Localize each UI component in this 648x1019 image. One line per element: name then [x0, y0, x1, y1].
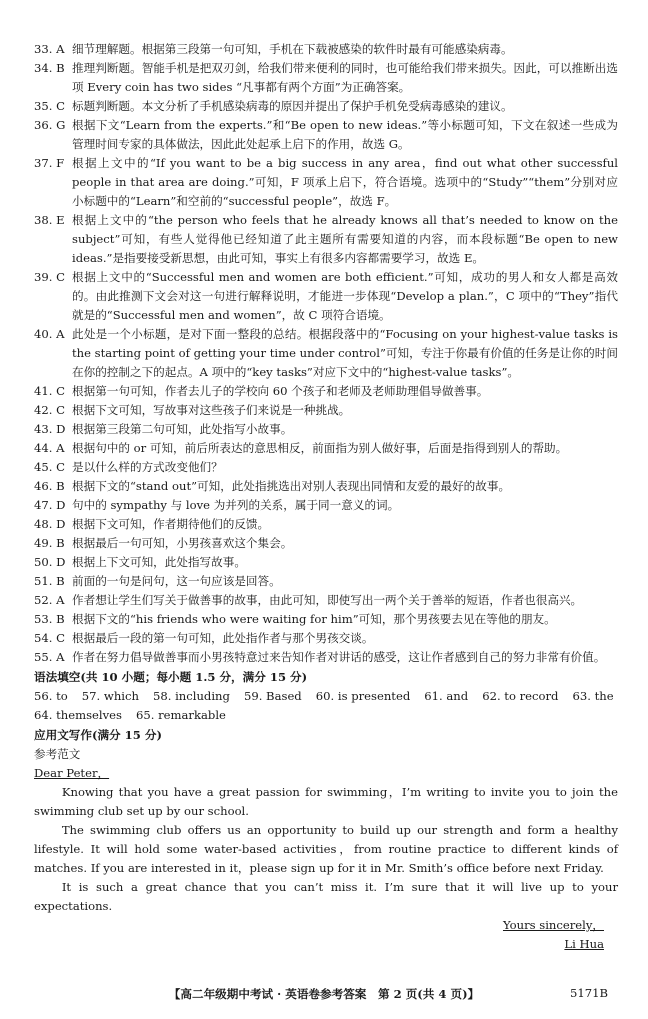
answer-explanation: 推理判断题。智能手机是把双刃剑，给我们带来便利的同时，也可能给我们带来损失。因此，可以推断出选项 Every coin has two sides “凡事都有两个方面”为正确答案。 [72, 61, 618, 94]
answer-explanation: 根据上文中的“If you want to be a big success in any area，find out what other successful people in that area are doing.”可知，F 项承上启下，符合语境。选项中的“Study”“them”分别对应小标题中的“Learn”和空前的“successful people”，故选 F。 [72, 156, 618, 208]
answer-explanation: 根据下文的“his friends who were waiting for him”可知，那个男孩要去见在等他的朋友。 [72, 612, 556, 626]
answer-explanation: 根据下文可知，写故事对这些孩子们来说是一种挑战。 [72, 403, 351, 417]
answer-item [34, 268, 618, 325]
answer-item [34, 40, 618, 59]
answer-number: 33. A [34, 42, 65, 56]
answer-explanation: 根据下文的“stand out”可知，此处指挑选出对别人表现出同情和友爱的最好的故事。 [72, 479, 511, 493]
answer-item [34, 648, 618, 667]
answer-item [34, 59, 618, 97]
writing-section-heading: 应用文写作(满分 15 分) [34, 728, 162, 742]
answer-explanation: 细节理解题。根据第三段第一句可知，手机在下载被感染的软件时最有可能感染病毒。 [72, 42, 513, 56]
answer-item [34, 629, 618, 648]
answer-number: 40. A [34, 327, 65, 341]
answer-explanation: 根据最后一句可知，小男孩喜欢这个集会。 [72, 536, 293, 550]
answer-item [34, 154, 618, 211]
grammar-answer: 56. to [34, 689, 68, 703]
answer-explanation: 根据上文中的“the person who feels that he already knows all that’s needed to know on the subject”可知，有些人觉得他已经知道了此主题所有需要知道的内容，而本段标题“Be open to new ideas.”是指要接受新思想，由此可知，事实上有很多内容都需要学习，故选 E。 [72, 213, 618, 265]
answer-explanation: 作者在努力倡导做善事而小男孩特意过来告知作者对讲话的感受，这让作者感到自己的努力非常有价值。 [72, 650, 606, 664]
answer-item [34, 515, 618, 534]
letter-closing: Yours sincerely， [502, 918, 604, 932]
answer-explanation: 根据上下文可知，此处指写故事。 [72, 555, 246, 569]
answer-explanation: 根据句中的 or 可知，前后所表达的意思相反，前面指为别人做好事，后面是指得到别人的帮助。 [72, 441, 568, 455]
grammar-answer: 58. including [152, 689, 230, 703]
answer-item [34, 420, 618, 439]
answer-item [34, 553, 618, 572]
grammar-answer: 57. which [81, 689, 139, 703]
answer-number: 41. C [34, 384, 65, 398]
grammar-answer: 61. and [424, 689, 469, 703]
answer-number: 44. A [34, 441, 65, 455]
answer-item [34, 211, 618, 268]
answer-number: 34. B [34, 61, 65, 75]
answer-number: 35. C [34, 99, 65, 113]
answer-number: 45. C [34, 460, 65, 474]
answer-explanation: 是以什么样的方式改变他们？ [72, 460, 223, 474]
answer-number: 49. B [34, 536, 65, 550]
grammar-section-heading: 语法填空(共 10 小题；每小题 1.5 分，满分 15 分) [34, 670, 308, 684]
answer-explanation: 作者想让学生们写关于做善事的故事，由此可知，即使写出一两个关于善举的短语，作者也很高兴。 [72, 593, 583, 607]
answer-item [34, 458, 618, 477]
answer-number: 50. D [34, 555, 66, 569]
answer-explanation: 前面的一句是问句，这一句应该是回答。 [72, 574, 281, 588]
answer-item [34, 477, 618, 496]
answer-explanation: 此处是一个小标题，是对下面一整段的总结。根据段落中的“Focusing on your highest-value tasks is the starting point of getting your time under control”可知，专注于你最有价值的任务是让你的时间在你的控制之下的起点。A 项中的“key tasks”对应下文中的“highest-value tasks”。 [72, 327, 618, 379]
answer-item [34, 534, 618, 553]
answer-number: 39. C [34, 270, 65, 284]
answer-explanation: 标题判断题。本文分析了手机感染病毒的原因并提出了保护手机免受病毒感染的建议。 [72, 99, 513, 113]
answer-explanation: 根据第三段第二句可知，此处指写小故事。 [72, 422, 293, 436]
answer-item [34, 496, 618, 515]
grammar-answer: 65. remarkable [135, 708, 226, 722]
grammar-answer: 60. is presented [315, 689, 411, 703]
footer-label: 【高二年级期中考试 · 英语卷参考答案 第 2 页(共 4 页)】 [168, 987, 480, 1001]
answer-number: 48. D [34, 517, 66, 531]
answer-item [34, 97, 618, 116]
answer-item [34, 116, 618, 154]
answer-number: 53. B [34, 612, 65, 626]
answer-number: 54. C [34, 631, 65, 645]
answer-number: 42. C [34, 403, 65, 417]
answer-item [34, 439, 618, 458]
answer-explanation: 根据下文可知，作者期待他们的反馈。 [72, 517, 270, 531]
grammar-answer: 63. the [572, 689, 614, 703]
grammar-answer: 59. Based [243, 689, 302, 703]
answer-number: 43. D [34, 422, 66, 436]
answer-item [34, 382, 618, 401]
letter-paragraph-2: The swimming club offers us an opportunity to build up our strength and form a healthy lifestyle. It will hold some water-based activities，from routine practice to different kinds of matches. If you are interested in it，please sign up for it in Mr. Smith’s office before next Friday. [34, 823, 618, 875]
answer-number: 47. D [34, 498, 66, 512]
letter-greeting: Dear Peter， [34, 766, 110, 780]
answer-number: 46. B [34, 479, 65, 493]
answer-item [34, 401, 618, 420]
grammar-answers [34, 687, 618, 725]
answer-explanation: 根据最后一段的第一句可知，此处指作者与那个男孩交谈。 [72, 631, 374, 645]
answer-item [34, 591, 618, 610]
sample-essay-label: 参考范文 [34, 747, 81, 761]
answer-item [34, 572, 618, 591]
answer-explanation: 根据第一句可知，作者去儿子的学校向 60 个孩子和老师及老师助理倡导做善事。 [72, 384, 489, 398]
answer-explanation: 根据上文中的“Successful men and women are both efficient.”可知，成功的男人和女人都是高效的。由此推测下文会对这一句进行解释说明，才能进一步体现“Develop a plan.”，C 项中的“They”指代就是的“Successful men and women”，故 C 项符合语境。 [72, 270, 618, 322]
grammar-answer: 64. themselves [34, 708, 122, 722]
answer-number: 36. G [34, 118, 66, 132]
letter-paragraph-3: It is such a great chance that you can’t miss it. I’m sure that it will live up to your expectations. [34, 880, 618, 913]
grammar-answer: 62. to record [482, 689, 559, 703]
footer-code: 5171B [569, 986, 608, 1000]
letter-paragraph-1: Knowing that you have a great passion for swimming，I’m writing to invite you to join the swimming club set up by our school. [34, 785, 618, 818]
answer-item [34, 325, 618, 382]
answer-number: 38. E [34, 213, 65, 227]
answer-number: 55. A [34, 650, 65, 664]
answer-number: 51. B [34, 574, 65, 588]
answer-explanations [34, 40, 618, 667]
answer-explanation: 根据下文“Learn from the experts.”和“Be open to new ideas.”等小标题可知，下文在叙述一些成为管理时间专家的具体做法，因此此处起承上启下的作用，故选 G。 [72, 118, 618, 151]
answer-number: 37. F [34, 156, 65, 170]
answer-number: 52. A [34, 593, 65, 607]
answer-item [34, 610, 618, 629]
answer-explanation: 句中的 sympathy 与 love 为并列的关系，属于同一意义的词。 [72, 498, 400, 512]
letter-signature: Li Hua [564, 937, 604, 951]
